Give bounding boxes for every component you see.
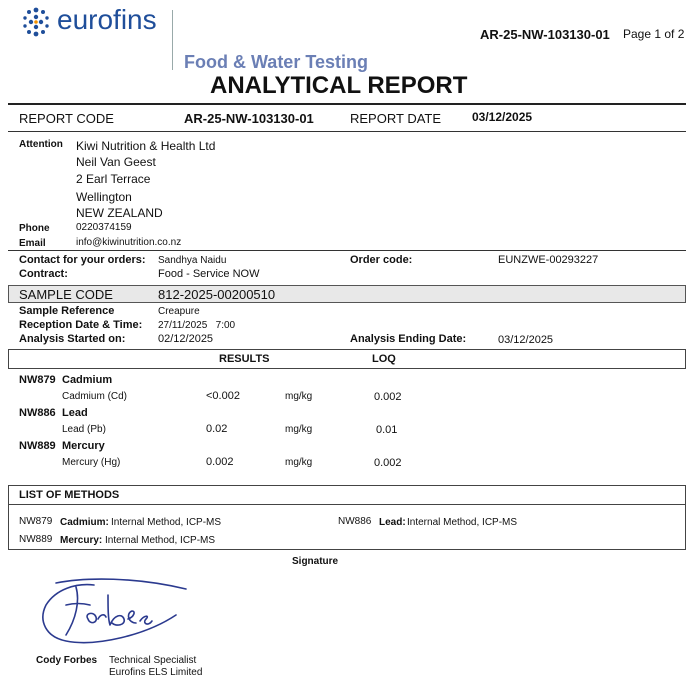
page-title: ANALYTICAL REPORT <box>210 72 468 99</box>
analyte-name: Lead <box>62 407 88 419</box>
phone-value: 0220374159 <box>76 222 132 233</box>
method-code: NW886 <box>338 516 372 527</box>
method-code: NW889 <box>19 534 53 545</box>
order-code-value: EUNZWE-00293227 <box>498 254 599 266</box>
divider <box>8 131 686 132</box>
sample-ref-label: Sample Reference <box>19 305 115 317</box>
analyte-unit: mg/kg <box>285 391 313 402</box>
analyte-sub: Lead (Pb) <box>62 424 106 435</box>
page-number: Page 1 of 2 <box>623 27 685 41</box>
analyte-code: NW886 <box>19 407 56 419</box>
sample-code-value: 812-2025-00200510 <box>158 287 276 302</box>
analysis-ending-label: Analysis Ending Date: <box>350 333 467 345</box>
signer-name: Cody Forbes <box>36 655 98 666</box>
loq-header: LOQ <box>372 353 396 365</box>
report-date-value: 03/12/2025 <box>472 110 533 124</box>
divider <box>8 103 686 105</box>
eurofins-dots-icon <box>20 6 52 38</box>
divider <box>8 250 686 251</box>
reception-label: Reception Date & Time: <box>19 319 143 331</box>
sample-ref-value: Creapure <box>158 306 200 317</box>
email-value[interactable]: info@kiwinutrition.co.nz <box>76 237 182 248</box>
contract-value: Food - Service NOW <box>158 268 260 280</box>
header-divider <box>172 10 173 70</box>
analyte-value: 0.002 <box>206 456 234 468</box>
analyte-value: 0.02 <box>206 423 228 435</box>
report-code-value: AR-25-NW-103130-01 <box>184 111 314 126</box>
reception-value: 27/11/2025 7:00 <box>158 320 236 331</box>
attention-line: 2 Earl Terrace <box>76 172 151 186</box>
method-name: Cadmium: <box>60 517 109 528</box>
method-code: NW879 <box>19 516 53 527</box>
handwritten-signature <box>36 575 196 655</box>
results-header-bar <box>8 349 686 369</box>
method-desc: Internal Method, ICP-MS <box>111 517 222 528</box>
results-header: RESULTS <box>219 353 270 365</box>
phone-label: Phone <box>19 223 50 234</box>
analysis-ending-value: 03/12/2025 <box>498 334 554 346</box>
methods-title: LIST OF METHODS <box>19 489 120 501</box>
analyte-unit: mg/kg <box>285 424 313 435</box>
logo <box>20 4 170 40</box>
brand-name: eurofins <box>57 4 157 35</box>
method-name: Mercury: <box>60 535 103 546</box>
header-subtitle: Food & Water Testing <box>184 52 368 72</box>
analyte-code: NW879 <box>19 374 56 386</box>
method-desc: Internal Method, ICP-MS <box>105 535 216 546</box>
analyte-loq: 0.002 <box>374 391 402 403</box>
contact-label: Contact for your orders: <box>19 254 146 266</box>
attention-line: Wellington <box>76 190 132 204</box>
order-code-label: Order code: <box>350 254 413 266</box>
analysis-started-label: Analysis Started on: <box>19 333 126 345</box>
email-label: Email <box>19 238 46 249</box>
contact-value: Sandhya Naidu <box>158 255 227 266</box>
signature-label: Signature <box>292 556 339 567</box>
attention-line: Kiwi Nutrition & Health Ltd <box>76 139 216 153</box>
analyte-code: NW889 <box>19 440 56 452</box>
sample-code-label: SAMPLE CODE <box>19 287 113 302</box>
analyte-sub: Cadmium (Cd) <box>62 391 128 402</box>
method-desc: Internal Method, ICP-MS <box>407 517 518 528</box>
analyte-name: Cadmium <box>62 374 113 386</box>
contract-label: Contract: <box>19 268 68 280</box>
attention-label: Attention <box>19 139 63 150</box>
report-date-label: REPORT DATE <box>350 111 442 126</box>
analyte-value: <0.002 <box>206 390 240 402</box>
analyte-sub: Mercury (Hg) <box>62 457 121 468</box>
attention-line: Neil Van Geest <box>76 155 156 169</box>
analyte-loq: 0.002 <box>374 457 402 469</box>
analyte-unit: mg/kg <box>285 457 313 468</box>
divider <box>8 504 686 505</box>
analyte-loq: 0.01 <box>376 424 398 436</box>
analyte-name: Mercury <box>62 440 105 452</box>
method-name: Lead: <box>379 517 406 528</box>
attention-line: NEW ZEALAND <box>76 206 163 220</box>
analysis-started-value: 02/12/2025 <box>158 333 214 345</box>
signer-role: Technical Specialist <box>109 655 197 666</box>
report-code-label: REPORT CODE <box>19 111 114 126</box>
header-report-id: AR-25-NW-103130-01 <box>480 27 610 42</box>
signer-org: Eurofins ELS Limited <box>109 667 203 678</box>
